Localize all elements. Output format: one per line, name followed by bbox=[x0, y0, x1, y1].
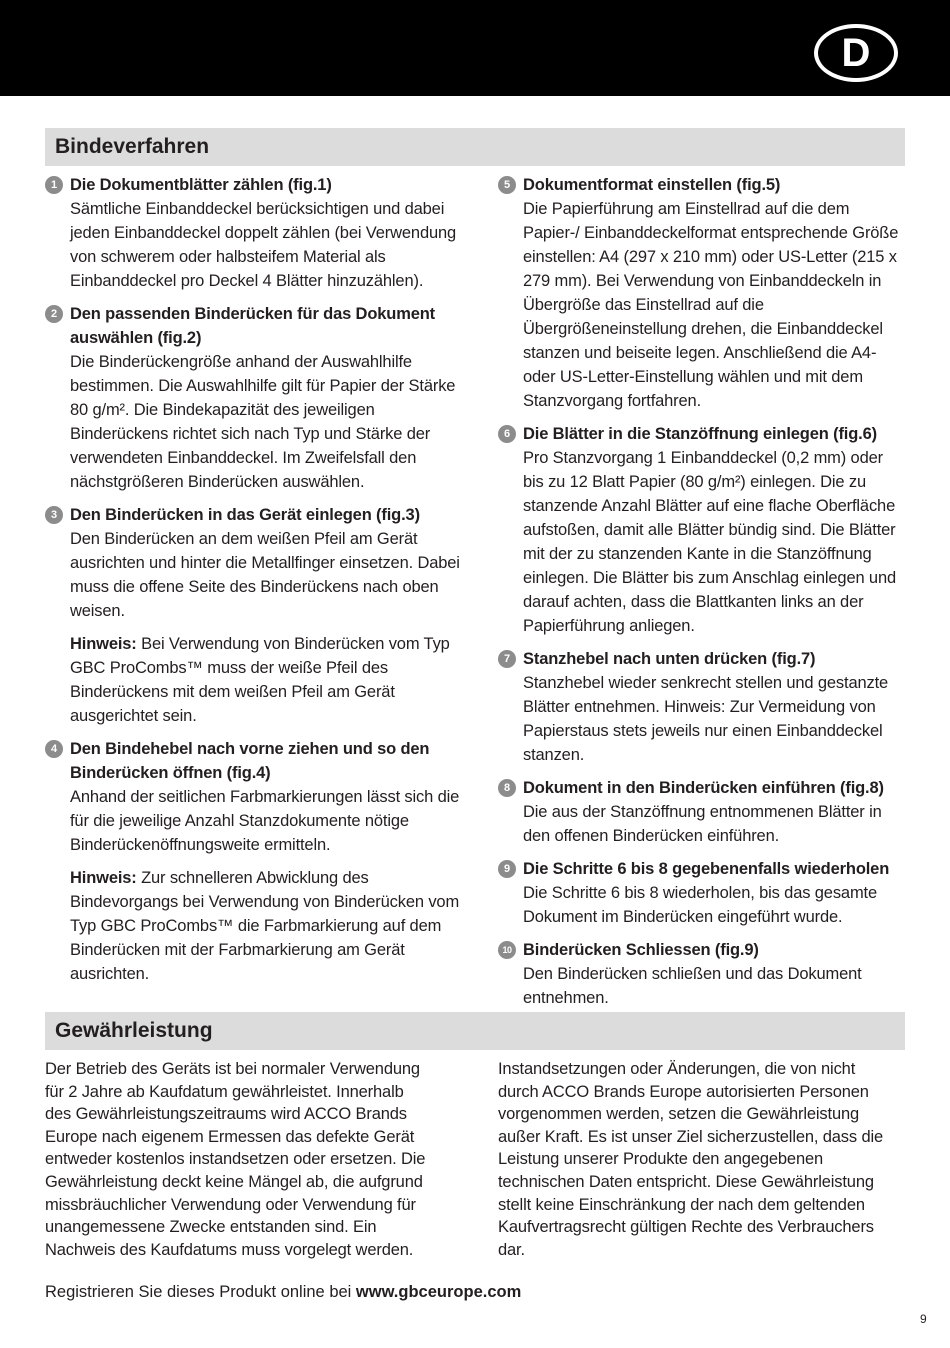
steps-right-column bbox=[498, 173, 908, 1019]
step-number: 9 bbox=[498, 860, 516, 878]
step-number: 5 bbox=[498, 176, 516, 194]
step-title: Stanzhebel nach unten drücken (fig.7) bbox=[523, 650, 816, 668]
step-item bbox=[498, 173, 908, 413]
step-title: Die Schritte 6 bis 8 gegebenenfalls wiederholen bbox=[523, 860, 890, 878]
section-header-binding bbox=[45, 128, 905, 166]
step-item bbox=[45, 173, 465, 293]
language-badge: D bbox=[814, 24, 898, 82]
step-item bbox=[498, 776, 908, 848]
step-title: Dokument in den Binderücken einführen (fig.8) bbox=[523, 779, 884, 797]
register-url: www.gbceurope.com bbox=[355, 1283, 522, 1301]
section-title: Gewährleistung bbox=[55, 1019, 213, 1042]
step-body: Den Binderücken an dem weißen Pfeil am Gerät ausrichten und hinter die Metallfinger einsetzen. Dabei muss die offene Seite des Binderückens nach oben weisen. bbox=[70, 530, 460, 620]
step-title: Den Binderücken in das Gerät einlegen (fig.3) bbox=[70, 506, 420, 524]
step-body: Die Papierführung am Einstellrad auf die dem Papier-/ Einbanddeckelformat entsprechende Größe einstellen: A4 (297 x 210 mm) oder US-Letter (215 x 279 mm). Bei Verwendung von Einbanddeckeln in Übergröße das Einstellrad auf die Übergrößeneinstellung drehen, die Einbanddeckel stanzen und beiseite legen. Anschließend die A4- oder US-Letter-Einstellung wählen und mit dem Stanzvorgang fortfahren. bbox=[523, 200, 899, 410]
header-bar bbox=[0, 0, 950, 96]
register-line bbox=[45, 1280, 521, 1304]
step-body: Stanzhebel wieder senkrecht stellen und gestanzte Blätter entnehmen. Hinweis: Zur Vermeidung von Papierstaus stets jeweils nur einen Einbanddeckel stanzen. bbox=[523, 674, 889, 764]
note-text: Bei Verwendung von Binderücken vom Typ GBC ProCombs™ muss der weiße Pfeil des Binderückens mit dem weißen Pfeil am Gerät ausgerichtet sein. bbox=[70, 635, 450, 725]
step-note bbox=[70, 866, 465, 986]
section-header-warranty bbox=[45, 1012, 905, 1050]
steps-left-column bbox=[45, 173, 465, 995]
page-number: 9 bbox=[920, 1312, 927, 1326]
warranty-text-left: Der Betrieb des Geräts ist bei normaler Verwendung für 2 Jahre ab Kaufdatum gewährleistet. Innerhalb des Gewährleistungszeitraums wird ACCO Brands Europe nach eigenem Ermessen das defekte Gerät entweder kostenlos instandsetzen oder ersetzen. Die Gewährleistung deckt keine Mängel ab, die aufgrund missbräuchlicher Verwendung oder Verwendung für unangemessene Zwecke entstanden sind. Ein Nachweis des Kaufdatums muss vorgelegt werden. bbox=[45, 1060, 426, 1259]
note-label: Hinweis: bbox=[70, 635, 137, 653]
step-item bbox=[45, 737, 465, 986]
step-number: 6 bbox=[498, 425, 516, 443]
step-note bbox=[70, 632, 465, 728]
step-number: 10 bbox=[498, 941, 516, 959]
step-title: Die Dokumentblätter zählen (fig.1) bbox=[70, 176, 332, 194]
step-title: Die Blätter in die Stanzöffnung einlegen (fig.6) bbox=[523, 425, 877, 443]
step-body: Anhand der seitlichen Farbmarkierungen lässt sich die für die jeweilige Anzahl Stanzdokumente nötige Binderückenöffnungsweite ermitteln. bbox=[70, 788, 460, 854]
step-number: 1 bbox=[45, 176, 63, 194]
step-item bbox=[498, 857, 908, 929]
step-title: Den passenden Binderücken für das Dokument auswählen (fig.2) bbox=[70, 305, 436, 347]
step-body: Die aus der Stanzöffnung entnommenen Blätter in den offenen Binderücken einführen. bbox=[523, 803, 882, 845]
step-body: Sämtliche Einbanddeckel berücksichtigen und dabei jeden Einbanddeckel doppelt zählen (bei Verwendung von schwerem oder halbsteifem Material als Einbanddeckel pro Deckel 4 Blätter hinzuzählen). bbox=[70, 200, 457, 290]
step-number: 2 bbox=[45, 305, 63, 323]
note-text: Zur schnelleren Abwicklung des Bindevorgangs bei Verwendung von Binderücken vom Typ GBC ProCombs™ die Farbmarkierung auf dem Binderücken mit der Farbmarkierung am Gerät ausrichten. bbox=[70, 869, 460, 983]
step-title: Den Bindehebel nach vorne ziehen und so den Binderücken öffnen (fig.4) bbox=[70, 740, 430, 782]
step-title: Binderücken Schliessen (fig.9) bbox=[523, 941, 759, 959]
step-number: 3 bbox=[45, 506, 63, 524]
step-body: Den Binderücken schließen und das Dokument entnehmen. bbox=[523, 965, 862, 1007]
warranty-text-right: Instandsetzungen oder Änderungen, die von nicht durch ACCO Brands Europe autorisierten Personen vorgenommen werden, setzen die Gewährleistung außer Kraft. Es ist unser Ziel sicherzustellen, dass die Leistung unserer Produkte den angegebenen technischen Daten entspricht. Diese Gewährleistung stellt keine Einschränkung der nach dem geltenden Kaufvertragsrecht gültigen Rechte des Verbrauchers dar. bbox=[498, 1060, 884, 1259]
step-number: 8 bbox=[498, 779, 516, 797]
step-item bbox=[498, 938, 908, 1010]
step-item bbox=[498, 422, 908, 638]
step-title: Dokumentformat einstellen (fig.5) bbox=[523, 176, 781, 194]
step-number: 4 bbox=[45, 740, 63, 758]
step-item bbox=[498, 647, 908, 767]
step-item bbox=[45, 302, 465, 494]
register-text: Registrieren Sie dieses Produkt online bei bbox=[45, 1283, 356, 1301]
step-body: Pro Stanzvorgang 1 Einbanddeckel (0,2 mm) oder bis zu 12 Blatt Papier (80 g/m²) einlegen. Die zu stanzende Anzahl Blätter auf eine flache Oberfläche aufstoßen, damit alle Blätter bündig sind. Die Blätter mit der zu stanzenden Kante in die Stanzöffnung einlegen. Die Blätter bis zum Anschlag einlegen und darauf achten, dass die Blattkanten links an der Papierführung anliegen. bbox=[523, 449, 897, 635]
section-title: Bindeverfahren bbox=[55, 135, 210, 158]
note-label: Hinweis: bbox=[70, 869, 137, 887]
step-item bbox=[45, 503, 465, 728]
step-number: 7 bbox=[498, 650, 516, 668]
step-body: Die Schritte 6 bis 8 wiederholen, bis das gesamte Dokument im Binderücken eingeführt wurde. bbox=[523, 884, 878, 926]
step-body: Die Binderückengröße anhand der Auswahlhilfe bestimmen. Die Auswahlhilfe gilt für Papier der Stärke 80 g/m². Die Bindekapazität des jeweiligen Binderückens richtet sich nach Typ und Stärke der verwendeten Einbanddeckel. Im Zweifelsfall den nächstgrößeren Binderücken auswählen. bbox=[70, 353, 456, 491]
